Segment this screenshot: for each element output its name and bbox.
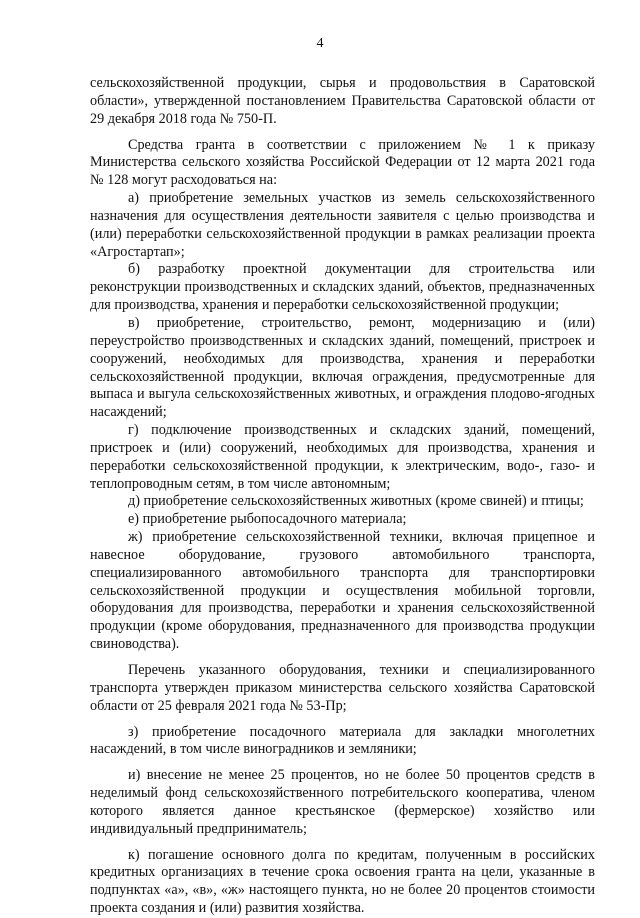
item-g-utility-connection: г) подключение производственных и складских зданий, помещений, пристроек и (или) сооружений, необходимых для производства, хранения и переработки сельскохозяйственной продукции, к электрическим, водо-, газо- и теплопроводным сетям, в том числе автономным; xyxy=(90,422,595,492)
paragraph-continuation: сельскохозяйственной продукции, сырья и продовольствия в Саратовской области», утвержденной постановлением Правительства Саратовской области от 29 декабря 2018 года № 750-П. xyxy=(90,75,595,127)
item-i-cooperative-fund: и) внесение не менее 25 процентов, но не более 50 процентов средств в неделимый фонд сельскохозяйственного потребительского кооператива, членом которого является данное крестьянское (фермерское) хозяйство или индивидуальный предприниматель; xyxy=(90,767,595,837)
item-b-project-documentation: б) разработку проектной документации для строительства или реконструкции производственных и складских зданий, объектов, предназначенных для производства, хранения и переработки сельскохозяйственной продукции; xyxy=(90,261,595,314)
item-a-land-plots: а) приобретение земельных участков из земель сельскохозяйственного назначения для осуществления деятельности заявителя с целью производства и (или) переработки сельскохозяйственной продукции в рамках реализации проекта «Агростартап»; xyxy=(90,190,595,260)
document-body xyxy=(90,75,595,918)
paragraph-equipment-list: Перечень указанного оборудования, техники и специализированного транспорта утвержден приказом министерства сельского хозяйства Саратовской области от 25 февраля 2021 года № 53-Пр; xyxy=(90,662,595,714)
item-zh-machinery: ж) приобретение сельскохозяйственной техники, включая прицепное и навесное оборудование, грузового автомобильного транспорта, специализированного автомобильного транспорта для транспортировки сельскохозяйственной продукции и осуществления мобильной торговли, оборудования для производства, переработки и хранения сельскохозяйственной продукции (кроме оборудования, предназначенного для производства продукции свиноводства). xyxy=(90,529,595,653)
item-z-planting-material: з) приобретение посадочного материала для закладки многолетних насаждений, в том числе виноградников и земляники; xyxy=(90,723,595,758)
item-v-buildings: в) приобретение, строительство, ремонт, модернизацию и (или) переустройство производственных и складских зданий, помещений, пристроек и сооружений, необходимых для производства, хранения и переработки сельскохозяйственной продукции, включая ограждения, предусмотренные для выпаса и выгула сельскохозяйственных животных, и ограждения плодово-ягодных насаждений; xyxy=(90,314,595,421)
item-e-fish-stock: е) приобретение рыбопосадочного материала; xyxy=(128,511,407,528)
item-d-livestock: д) приобретение сельскохозяйственных животных (кроме свиней) и птицы; xyxy=(128,493,584,510)
paragraph-grant-funds: Средства гранта в соответствии с приложением № 1 к приказу Министерства сельского хозяйства Российской Федерации от 12 марта 2021 года № 128 могут расходоваться на: xyxy=(90,136,595,189)
page-number: 4 xyxy=(316,36,324,51)
item-k-loan-repayment: к) погашение основного долга по кредитам, полученным в российских кредитных организациях в течение срока освоения гранта на цели, указанные в подпунктах «а», «в», «ж» настоящего пункта, но не более 20 процентов стоимости проекта создания и (или) развития хозяйства. xyxy=(90,846,595,917)
